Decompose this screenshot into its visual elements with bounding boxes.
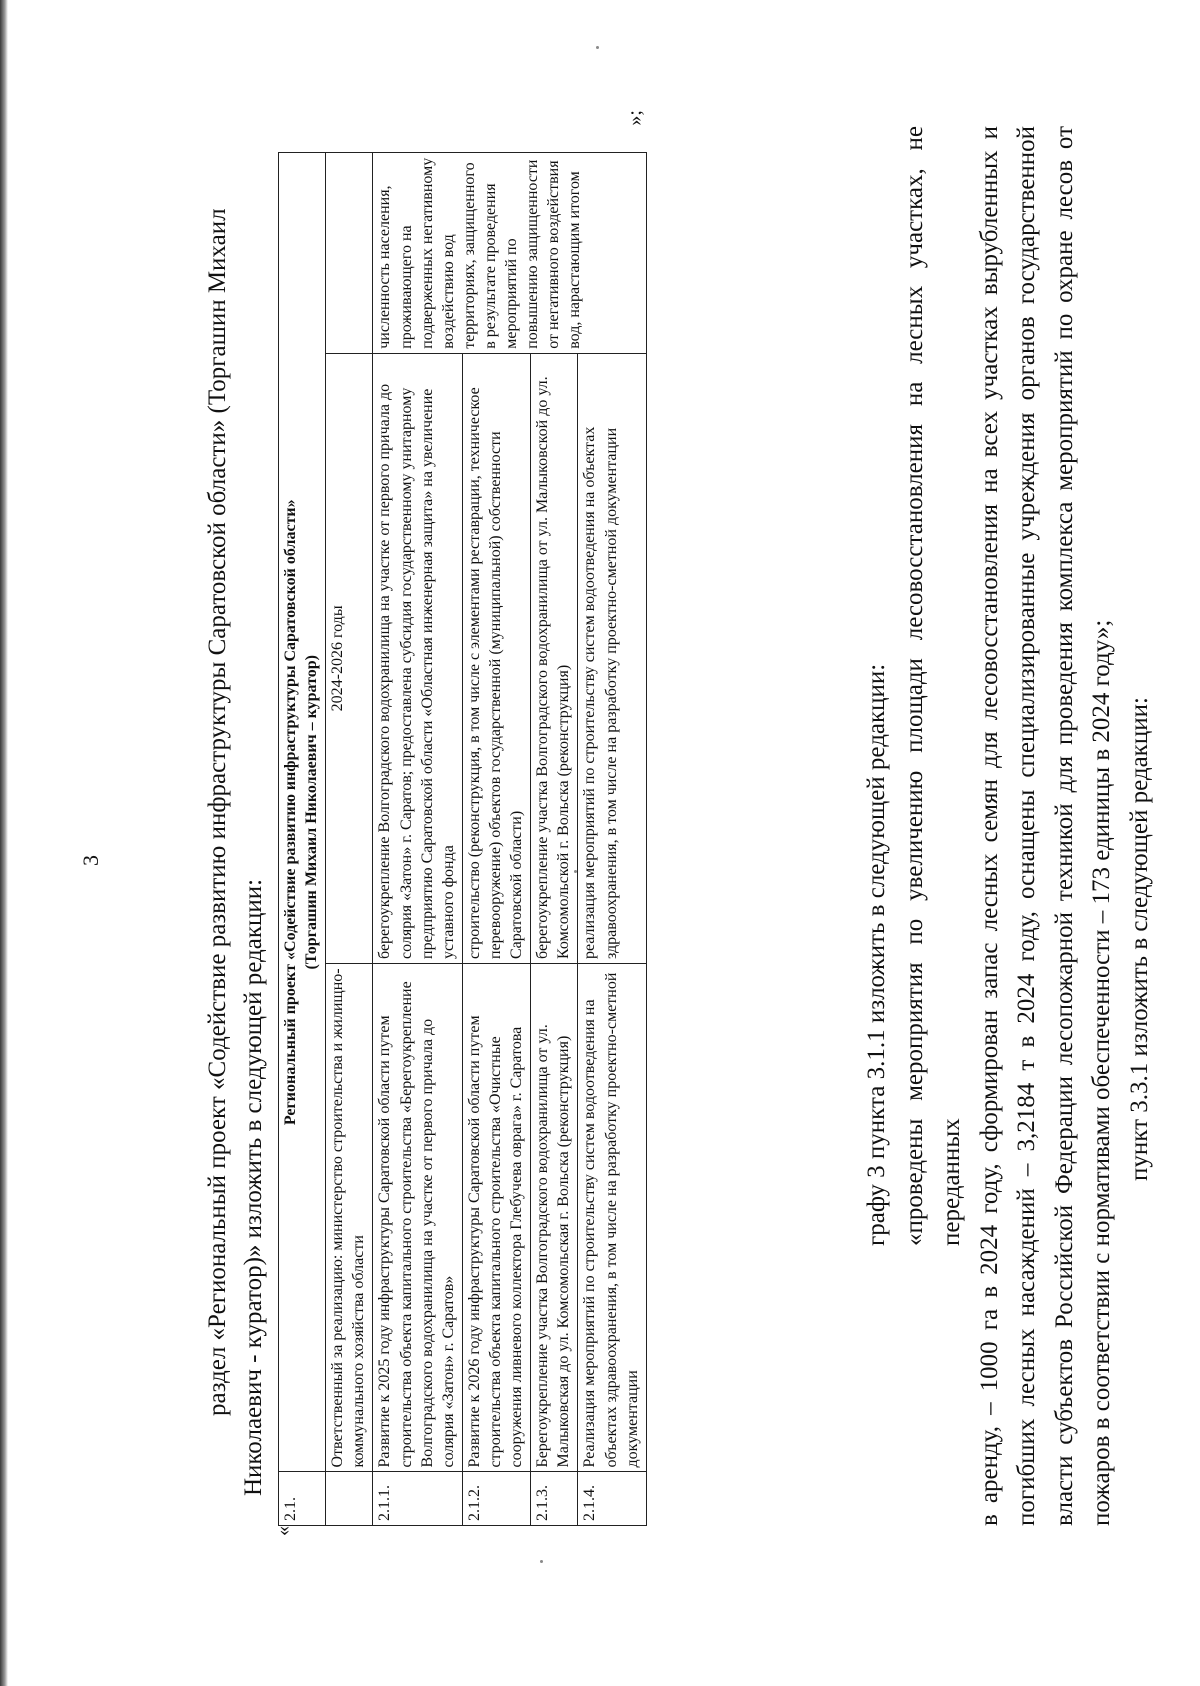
- section-title-line1: Региональный проект «Содействие развитию инфраструктуры Саратовской области»: [282, 499, 299, 1126]
- indicator-cell: численность населения, проживающего на подверженных негативному воздействию вод территориях, защищенного в результате проведения мероприятий по повышению защищенности от негативного воздействия вод, нарастающим итогом: [373, 153, 646, 354]
- row-number: 2.1.4.: [578, 1472, 646, 1526]
- table-row: [326, 153, 373, 1526]
- intro-paragraph: раздел «Региональный проект «Содействие развитию инфраструктуры Саратовской области» (Торгашин Михаил Николаевич - куратор)» изложить в следующей редакции:: [204, 208, 268, 1496]
- table-header-row: [279, 153, 326, 1526]
- table-row: [531, 153, 578, 1526]
- result-cell: берегоукрепление участка Волгоградского водохранилища от ул. Малыковской до ул. Комсомольской г. Вольска (реконструкция): [531, 353, 578, 963]
- section-title-line2: (Торгашин Михаил Николаевич – куратор): [303, 655, 321, 970]
- result-cell: берегоукрепление Волгоградского водохранилища на участке от первого причала до солярия «Затон» г. Саратов; предоставлена субсидия государственному унитарному предприятию Саратовской области «Областная инженерная защита» на увеличение уставного фонда: [373, 353, 462, 963]
- empty-cell: [326, 1472, 373, 1526]
- paragraph-point-331: пункт 3.3.1 изложить в следующей редакции:: [1125, 697, 1153, 1181]
- following-paragraphs: [858, 126, 1158, 1526]
- section-number: 2.1.: [279, 1472, 326, 1526]
- paragraph-quote-body: в аренду, – 1000 га в 2024 году, сформирован запас лесных семян для лесовосстановления на всех участках вырубленных и погибших лесных насаждений – 3,2184 т в 2024 году, оснащены специализированные учреждения органов государственной власти субъектов Российской Федерации лесопожарной техникой для проведения комплекса мероприятий по охране лесов от пожаров в соответствии с нормативами обеспеченности – 173 единицы в 2024 году»;: [975, 126, 1115, 1526]
- task-cell: Реализация мероприятий по строительству систем водоотведения на объектах здравоохранения, в том числе на разработку проектно-сметной документации: [578, 963, 646, 1472]
- period-cell: 2024-2026 годы: [326, 353, 373, 963]
- section-title: [279, 153, 326, 1472]
- table-row: [373, 153, 462, 1526]
- table-close-quote: »;: [623, 110, 646, 126]
- responsible-cell: Ответственный за реализацию: министерство строительства и жилищно-коммунального хозяйства области: [326, 963, 373, 1472]
- paragraph-quote-first-line: «проведены мероприятия по увеличению площади лесовосстановления на лесных участках, не переданных: [900, 126, 965, 1246]
- result-cell: реализация мероприятий по строительству систем водоотведения на объектах здравоохранения, в том числе на разработку проектно-сметной документации: [578, 353, 646, 963]
- page-number: 3: [78, 855, 103, 866]
- table-row: [462, 153, 530, 1526]
- table-open-quote: «: [272, 1526, 294, 1536]
- empty-cell: [326, 153, 373, 354]
- task-cell: Развитие к 2025 году инфраструктуры Саратовской области путем строительства объекта капитального строительства «Берегоукрепление Волгоградского водохранилища на участке от первого причала до солярия «Затон» г. Саратов»: [373, 963, 462, 1472]
- table-row: [578, 153, 646, 1526]
- project-table-wrapper: [272, 110, 647, 1536]
- task-cell: Развитие к 2026 году инфраструктуры Саратовской области путем строительства объекта капитального строительства «Очистные сооружения ливневого коллектора Глебучева оврага» г. Саратова: [462, 963, 530, 1472]
- row-number: 2.1.1.: [373, 1472, 462, 1526]
- paragraph-graph3: графу 3 пункта 3.1.1 изложить в следующей редакции:: [863, 663, 890, 1246]
- project-table: [278, 152, 647, 1526]
- row-number: 2.1.3.: [531, 1472, 578, 1526]
- row-number: 2.1.2.: [462, 1472, 530, 1526]
- task-cell: Берегоукрепление участка Волгоградского водохранилища от ул. Малыковская до ул. Комсомольская г. Вольска (реконструкция): [531, 963, 578, 1472]
- result-cell: строительство (реконструкция, в том числе с элементами реставрации, техническое перевооружение) объектов государственной (муниципальной) собственности Саратовской области): [462, 353, 530, 963]
